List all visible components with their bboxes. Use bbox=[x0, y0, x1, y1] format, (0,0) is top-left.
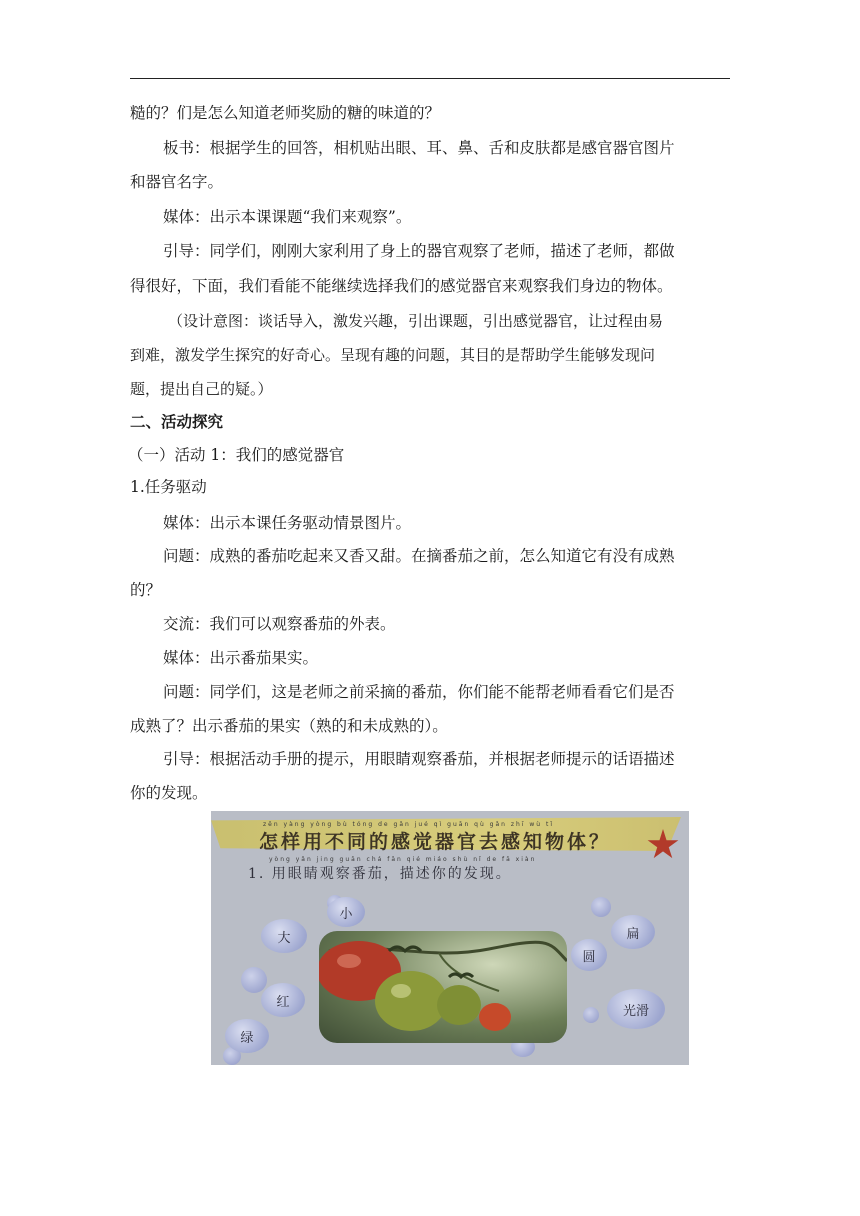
text-line: 问题：成熟的番茄吃起来又香又甜。在摘番茄之前，怎么知道它有没有成熟 bbox=[163, 547, 675, 565]
textbook-photo bbox=[211, 811, 689, 1065]
design-note-line: 题，提出自己的疑。） bbox=[130, 380, 273, 398]
banner-pinyin: zěn yàng yòng bù tóng de gǎn jué qì guān qù gǎn zhī wù tǐ bbox=[263, 821, 555, 828]
text-line: 媒体：出示番茄果实。 bbox=[163, 649, 319, 667]
text-line: 引导：根据活动手册的提示，用眼睛观察番茄，并根据老师提示的话语描述 bbox=[163, 750, 675, 768]
text-line: 引导：同学们，刚刚大家利用了身上的器官观察了老师，描述了老师，都做 bbox=[163, 242, 675, 260]
tomato-image bbox=[319, 931, 567, 1043]
text-line: 你的发现。 bbox=[130, 784, 208, 802]
subsection-heading: （一）活动 1：我们的感觉器官 bbox=[128, 446, 345, 464]
word-bubble-flat: 扁 bbox=[611, 915, 655, 949]
word-bubble-small: 小 bbox=[327, 897, 365, 927]
step-title: 1. 用眼睛观察番茄，描述你的发现。 bbox=[248, 866, 512, 882]
banner-title: 怎样用不同的感觉器官去感知物体？ bbox=[259, 831, 612, 853]
word-bubble-smooth: 光滑 bbox=[607, 989, 665, 1029]
text-line: 媒体：出示本课任务驱动情景图片。 bbox=[163, 514, 412, 532]
word-bubble-green: 绿 bbox=[225, 1019, 269, 1053]
section-heading: 二、活动探究 bbox=[130, 413, 224, 431]
text-line: 媒体：出示本课课题“我们来观察”。 bbox=[163, 208, 412, 226]
header-rule bbox=[130, 78, 730, 79]
decor-dot bbox=[591, 897, 611, 917]
text-line: 得很好，下面，我们看能不能继续选择我们的感觉器官来观察我们身边的物体。 bbox=[130, 277, 673, 295]
decor-dot bbox=[583, 1007, 599, 1023]
text-line: 成熟了？出示番茄的果实（熟的和未成熟的）。 bbox=[130, 717, 448, 735]
decor-dot bbox=[241, 967, 267, 993]
design-note-line: 到难，激发学生探究的好奇心。呈现有趣的问题，其目的是帮助学生能够发现问 bbox=[130, 346, 656, 364]
text-line: 糙的？们是怎么知道老师奖励的糖的味道的？ bbox=[130, 104, 441, 122]
word-bubble-red: 红 bbox=[261, 983, 305, 1017]
text-line: 的？ bbox=[130, 581, 162, 599]
step-pinyin: yòng yǎn jing guān chá fān qié miáo shù nǐ de fā xiàn bbox=[269, 856, 537, 863]
design-note-line: （设计意图：谈话导入，激发兴趣，引出课题，引出感觉器官，让过程由易 bbox=[168, 312, 664, 330]
step-heading: 1.任务驱动 bbox=[130, 478, 207, 496]
word-bubble-big: 大 bbox=[261, 919, 307, 953]
text-line: 和器官名字。 bbox=[130, 173, 224, 191]
tomato-illustration bbox=[319, 931, 567, 1043]
text-line: 问题：同学们，这是老师之前采摘的番茄，你们能不能帮老师看看它们是否 bbox=[163, 683, 675, 701]
word-bubble-round: 圆 bbox=[571, 939, 607, 971]
text-line: 板书：根据学生的回答，相机贴出眼、耳、鼻、舌和皮肤都是感官器官图片 bbox=[163, 139, 675, 157]
text-line: 交流：我们可以观察番茄的外表。 bbox=[163, 615, 396, 633]
